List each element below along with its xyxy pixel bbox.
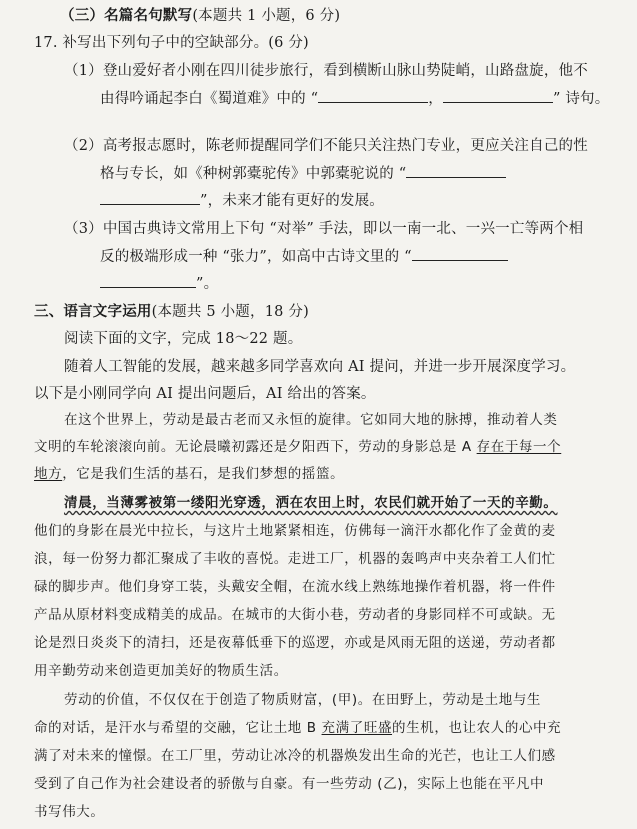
wavy-underlined-sentence: 清晨，当薄雾被第一缕阳光穿透，洒在农田上时，农民们就开始了一天的辛勤。 xyxy=(64,495,558,511)
q17-item3-line2 xyxy=(100,246,508,267)
underlined-phrase-a: 存在于每一个 xyxy=(476,439,562,455)
q17-item1-text-b: ” 诗句。 xyxy=(552,91,610,107)
passage-text: 文明的车轮滚滚向前。无论晨曦初露还是夕阳西下，劳动的身影总是 A xyxy=(34,439,477,455)
q17-item1-sep: ， xyxy=(428,91,443,107)
language-section-note: (本题共 5 小题，18 分) xyxy=(151,304,309,320)
passage-p2-line4: 碌的脚步声。他们身穿工装，头戴安全帽，在流水线上熟练地操作着机器，将一件件 xyxy=(34,579,556,595)
answer-blank[interactable] xyxy=(100,190,200,205)
q17-item2-text-a: 格与专长，如《种树郭橐驼传》中郭橐驼说的 “ xyxy=(100,166,407,182)
language-section-title: 三、语言文字运用 xyxy=(34,303,152,320)
passage-p3-line5: 书写伟大。 xyxy=(34,804,105,820)
q17-item2-line1: （2）高考报志愿时，陈老师提醒同学们不能只关注热门专业，更应关注自己的性 xyxy=(64,138,588,154)
passage-p3-line3: 满了对未来的憧憬。在工厂里，劳动让冰冷的机器焕发出生命的光芒，也让工人们感 xyxy=(34,748,556,764)
language-section-heading xyxy=(34,302,309,322)
passage-p1-line3 xyxy=(34,464,344,484)
question-17-stem: 17. 补写出下列句子中的空缺部分。(6 分) xyxy=(34,35,309,51)
passage-p3-line4: 受到了自己作为社会建设者的骄傲与自豪。有一些劳动 (乙)，实际上也能在平凡中 xyxy=(34,776,545,792)
answer-blank[interactable] xyxy=(412,246,508,261)
passage-p3-line1: 劳动的价值，不仅仅在于创造了物质财富，(甲)。在田野上，劳动是土地与生 xyxy=(64,692,542,708)
underlined-phrase-b: 充满了旺盛 xyxy=(321,720,393,736)
passage-p2-line3: 浪，每一份努力都汇聚成了丰收的喜悦。走进工厂，机器的轰鸣声中夹杂着工人们忙 xyxy=(34,551,556,567)
passage-text: 的生机，也让农人的心中充 xyxy=(392,720,562,736)
answer-blank[interactable] xyxy=(406,163,506,178)
answer-blank[interactable] xyxy=(318,88,428,103)
answer-blank[interactable] xyxy=(100,273,196,288)
q17-item1-line1: （1）登山爱好者小刚在四川徒步旅行，看到横断山脉山势陡峭，山路盘旋，他不 xyxy=(64,63,588,79)
intro-line-1: 随着人工智能的发展，越来越多同学喜欢向 AI 提问，并进一步开展深度学习。 xyxy=(64,359,576,375)
q17-item2-line3 xyxy=(100,190,384,211)
passage-p2-line7: 用辛勤劳动来创造更加美好的物质生活。 xyxy=(34,663,288,679)
section-heading xyxy=(60,6,340,26)
passage-text: ，它是我们生活的基石，是我们梦想的摇篮。 xyxy=(62,466,345,482)
q17-item2-text-b: ”，未来才能有更好的发展。 xyxy=(200,193,385,209)
passage-p2-line1 xyxy=(64,493,558,513)
passage-p1-line2 xyxy=(34,437,561,457)
q17-item1-text-a: 由得吟诵起李白《蜀道难》中的 “ xyxy=(100,91,319,107)
intro-line-2: 以下是小刚同学向 AI 提出问题后，AI 给出的答案。 xyxy=(34,386,376,402)
q17-item1-line2 xyxy=(100,88,609,109)
q17-item3-text-a: 反的极端形成一种 “张力”，如高中古诗文里的 “ xyxy=(100,249,412,265)
passage-p2-line2: 他们的身影在晨光中拉长，与这片土地紧紧相连，仿佛每一滴汗水都化作了金黄的麦 xyxy=(34,523,556,539)
passage-p2-line5: 产品从原材料变成精美的成品。在城市的大街小巷，劳动者的身影同样不可或缺。无 xyxy=(34,607,556,623)
answer-blank[interactable] xyxy=(443,88,553,103)
q17-item2-line2 xyxy=(100,163,506,184)
section-note: (本题共 1 小题，6 分) xyxy=(192,8,341,24)
passage-text: 命的对话，是汗水与希望的交融，它让土地 B xyxy=(34,720,322,736)
reading-instruction: 阅读下面的文字，完成 18～22 题。 xyxy=(64,331,303,347)
passage-p1-line1: 在这个世界上，劳动是最古老而又永恒的旋律。它如同大地的脉搏，推动着人类 xyxy=(64,412,558,428)
section-title: （三）名篇名句默写 xyxy=(60,7,193,24)
underlined-phrase-a-end: 地方 xyxy=(34,466,63,482)
passage-p3-line2 xyxy=(34,718,561,738)
q17-item3-line3 xyxy=(100,273,218,294)
q17-item3-text-b: ”。 xyxy=(196,276,219,292)
passage-p2-line6: 论是烈日炎炎下的清扫，还是夜幕低垂下的巡逻，亦或是风雨无阻的送递，劳动者都 xyxy=(34,635,556,651)
q17-item3-line1: （3）中国古典诗文常用上下句 “对举” 手法，即以一南一北、一兴一亡等两个相 xyxy=(64,221,584,237)
